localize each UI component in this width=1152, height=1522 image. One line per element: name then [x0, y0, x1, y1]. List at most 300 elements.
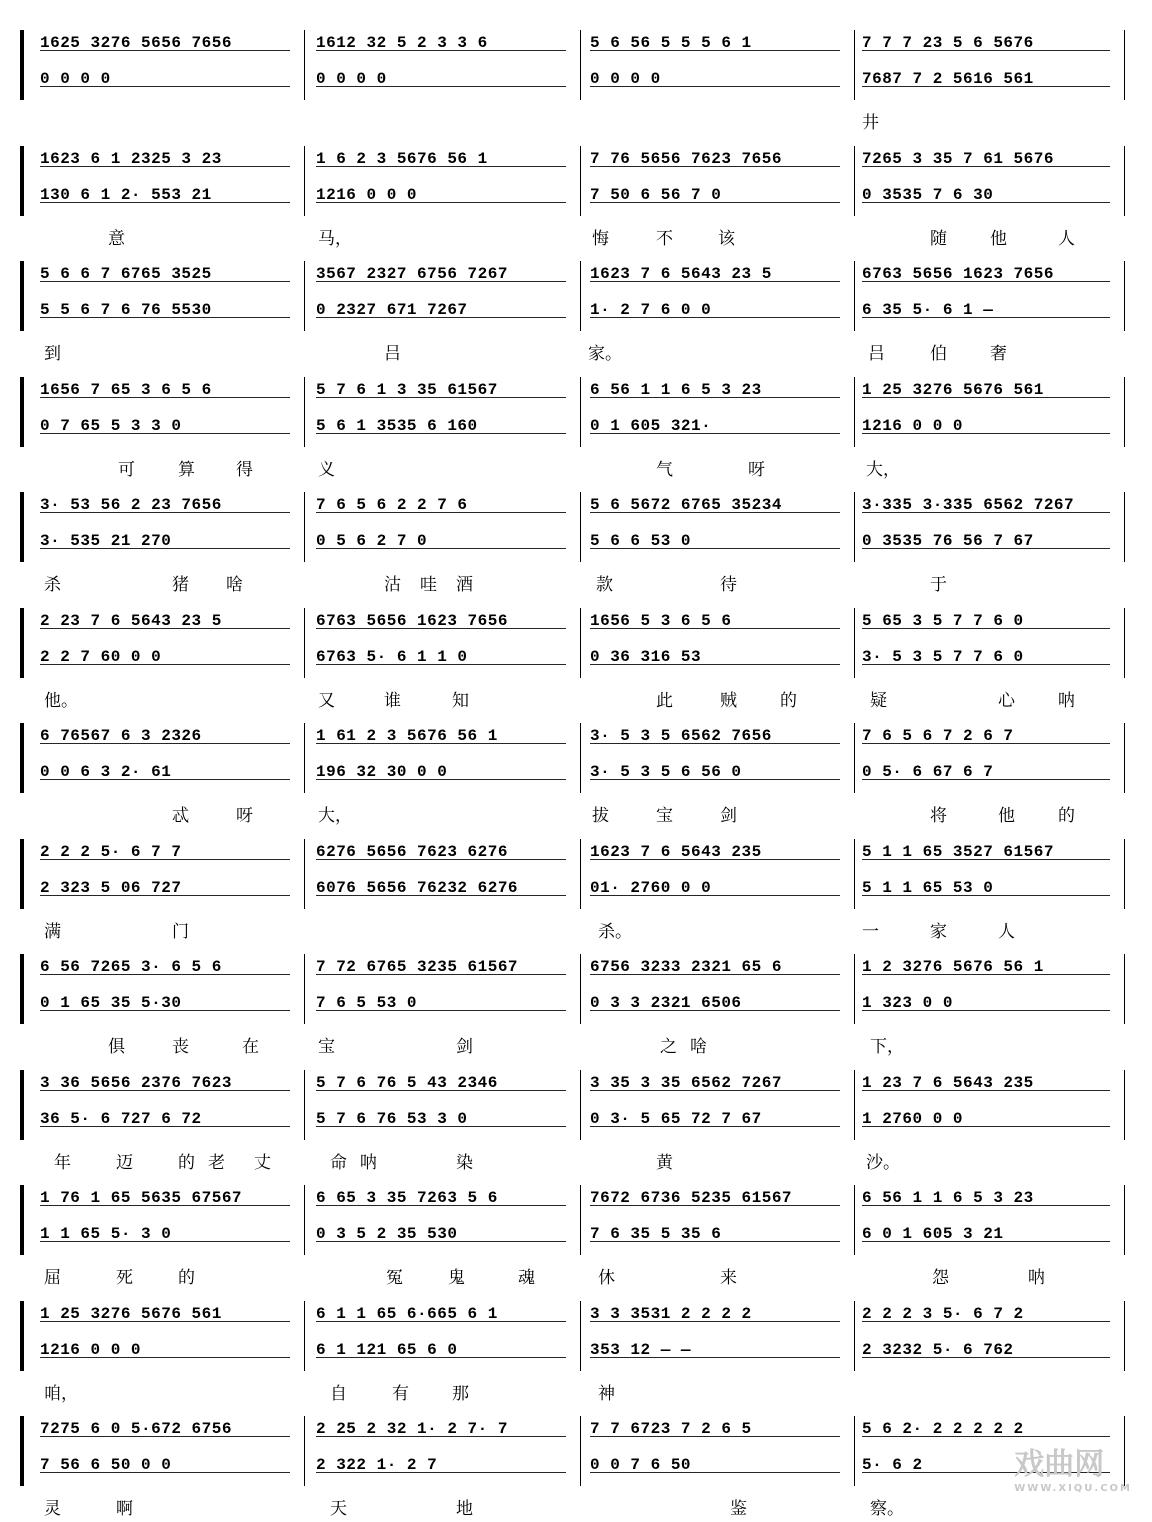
beam-line: [590, 317, 840, 318]
beam-line: [316, 1472, 566, 1473]
measure: [590, 952, 848, 1024]
melody-line: 1656 7 65 3 6 5 6: [40, 380, 212, 399]
barline: [580, 146, 581, 216]
barline: [304, 954, 305, 1024]
measure: [316, 1068, 574, 1140]
measure: [590, 259, 848, 331]
vocal-line: 2 322 1· 2 7: [316, 1456, 438, 1474]
lyric-syllable: 那: [452, 1383, 469, 1404]
measure: [590, 1299, 848, 1371]
lyric-syllable: 奢: [990, 344, 1007, 364]
barline: [304, 261, 305, 331]
score-system: [0, 606, 1152, 714]
barline: [580, 1185, 581, 1255]
measure: [862, 1299, 1118, 1371]
beam-line: [40, 397, 290, 398]
beam-line: [40, 1472, 290, 1473]
lyric-syllable: 啊: [116, 1499, 133, 1519]
beam-line: [862, 628, 1110, 629]
melody-line: 1625 3276 5656 7656: [40, 34, 232, 52]
barline: [580, 723, 581, 793]
lyric-syllable: 满: [44, 921, 61, 942]
lyric-syllable: 休: [598, 1268, 615, 1288]
lyric-syllable: 的: [178, 1152, 195, 1173]
measure: [590, 1183, 848, 1255]
melody-line: 6 76567 6 3 2326: [40, 727, 202, 745]
lyric-syllable: 宝: [656, 806, 673, 826]
beam-line: [316, 50, 566, 51]
lyric-syllable: 他。: [44, 690, 78, 711]
melody-line: 6 65 3 35 7263 5 6: [316, 1189, 498, 1207]
beam-line: [590, 1090, 840, 1091]
beam-line: [590, 628, 840, 629]
measure: [590, 375, 848, 447]
lyric-syllable: 到: [44, 344, 61, 364]
vocal-line: 2 323 5 06 727: [40, 878, 182, 897]
beam-line: [40, 1126, 290, 1127]
barline: [1124, 1185, 1125, 1255]
measure: [40, 144, 298, 216]
system-bracket: [20, 1301, 30, 1371]
beam-line: [862, 397, 1110, 398]
lyric-syllable: 猪: [172, 575, 189, 595]
beam-line: [40, 281, 290, 282]
melody-line: 1 25 3276 5676 561: [40, 1304, 222, 1323]
lyric-syllable: 命: [330, 1152, 347, 1173]
barline: [304, 492, 305, 562]
beam-line: [40, 895, 290, 896]
measure: [40, 1414, 298, 1486]
lyric-syllable: 剑: [720, 806, 737, 826]
lyric-syllable: 啥: [690, 1037, 707, 1057]
barline: [1124, 839, 1125, 909]
lyric-syllable: 酒: [456, 575, 473, 595]
vocal-line: 1 323 0 0: [862, 994, 953, 1012]
vocal-line: 1216 0 0 0: [40, 1340, 142, 1359]
beam-line: [590, 202, 840, 203]
vocal-line: 1 2760 0 0: [862, 1109, 964, 1128]
melody-line: 2 2 2 3 5· 6 7 2: [862, 1304, 1024, 1323]
barline: [854, 1070, 855, 1140]
lyric-syllable: 将: [930, 806, 947, 826]
lyric-syllable: 随: [930, 228, 947, 249]
lyric-syllable: 吕: [384, 344, 401, 364]
measure: [40, 721, 298, 793]
barline: [854, 30, 855, 100]
beam-line: [40, 433, 290, 434]
measure: [40, 606, 298, 678]
melody-line: 1 23 7 6 5643 235: [862, 1073, 1034, 1092]
beam-line: [590, 1357, 840, 1358]
beam-line: [862, 1357, 1110, 1358]
vocal-line: 6076 5656 76232 6276: [316, 878, 519, 897]
melody-line: 7 7 6723 7 2 6 5: [590, 1420, 752, 1438]
lyric-syllable: 在: [242, 1037, 259, 1057]
melody-line: 7275 6 0 5·672 6756: [40, 1420, 232, 1438]
barline: [1124, 146, 1125, 216]
beam-line: [40, 779, 290, 780]
melody-line: 5 65 3 5 7 7 6 0: [862, 611, 1024, 630]
measure: [590, 1068, 848, 1140]
measure: [316, 606, 574, 678]
beam-line: [862, 50, 1110, 51]
measure: [590, 1414, 848, 1486]
vocal-line: 5 6 6 53 0: [590, 532, 692, 550]
lyric-syllable: 呐: [1028, 1268, 1045, 1288]
beam-line: [590, 1321, 840, 1322]
lyric-syllable: 怨: [932, 1268, 949, 1288]
barline: [1124, 608, 1125, 678]
measure: [862, 375, 1118, 447]
beam-line: [316, 664, 566, 665]
barline: [304, 1416, 305, 1486]
barline: [854, 377, 855, 447]
lyric-syllable: 呀: [236, 806, 253, 826]
watermark-url: WWW.XIQU.COM: [1014, 1483, 1132, 1494]
lyric-syllable: 的: [780, 690, 797, 711]
measure: [40, 837, 298, 909]
melody-line: 1623 6 1 2325 3 23: [40, 149, 222, 168]
lyric-syllable: 呀: [748, 459, 765, 480]
measure: [40, 375, 298, 447]
lyric-syllable: 拔: [592, 806, 609, 826]
vocal-line: 3· 5 3 5 7 7 6 0: [862, 647, 1024, 666]
melody-line: 6763 5656 1623 7656: [316, 611, 508, 630]
lyric-syllable: 家。: [588, 344, 622, 364]
vocal-line: 353 12 — —: [590, 1340, 692, 1359]
lyric-syllable: 染: [456, 1152, 473, 1173]
beam-line: [40, 202, 290, 203]
melody-line: 3· 5 3 5 6562 7656: [590, 727, 772, 745]
beam-line: [316, 86, 566, 87]
system-bracket: [20, 146, 30, 216]
barline: [304, 839, 305, 909]
lyric-syllable: 黄: [656, 1152, 673, 1173]
barline: [304, 1070, 305, 1140]
system-bracket: [20, 377, 30, 447]
score-system: [0, 1068, 1152, 1176]
score-system: [0, 259, 1152, 367]
melody-line: 7 6 5 6 2 2 7 6: [316, 496, 468, 514]
beam-line: [40, 317, 290, 318]
barline: [304, 608, 305, 678]
melody-line: 7672 6736 5235 61567: [590, 1189, 793, 1207]
beam-line: [590, 779, 840, 780]
lyric-syllable: 神: [598, 1383, 615, 1404]
beam-line: [862, 743, 1110, 744]
melody-line: 7 6 5 6 7 2 6 7: [862, 727, 1014, 745]
vocal-line: 0 3535 7 6 30: [862, 185, 994, 204]
beam-line: [40, 548, 290, 549]
barline: [854, 608, 855, 678]
vocal-line: 6 35 5· 6 1 —: [862, 301, 994, 319]
vocal-line: 1· 2 7 6 0 0: [590, 301, 712, 319]
melody-line: 1 6 2 3 5676 56 1: [316, 149, 488, 168]
beam-line: [590, 1010, 840, 1011]
lyric-syllable: 杀。: [598, 921, 632, 942]
vocal-line: 6 0 1 605 3 21: [862, 1225, 1004, 1243]
vocal-line: 6 1 121 65 6 0: [316, 1340, 458, 1359]
barline: [854, 954, 855, 1024]
lyric-syllable: 丧: [172, 1037, 189, 1057]
measure: [862, 490, 1118, 562]
beam-line: [40, 628, 290, 629]
beam-line: [40, 664, 290, 665]
lyric-syllable: 啥: [226, 575, 243, 595]
lyric-syllable: 家: [930, 921, 947, 942]
lyric-syllable: 算: [178, 459, 195, 480]
barline: [1124, 30, 1125, 100]
vocal-line: 0 1 65 35 5·30: [40, 994, 182, 1012]
measure: [862, 952, 1118, 1024]
beam-line: [316, 317, 566, 318]
measure: [40, 490, 298, 562]
lyric-syllable: 该: [718, 228, 735, 249]
measure: [862, 837, 1118, 909]
lyric-syllable: 鬼: [448, 1268, 465, 1288]
barline: [304, 723, 305, 793]
score-system: [0, 1299, 1152, 1407]
beam-line: [862, 202, 1110, 203]
barline: [1124, 261, 1125, 331]
melody-line: 1 76 1 65 5635 67567: [40, 1189, 243, 1207]
lyric-syllable: 可: [118, 459, 135, 480]
lyric-syllable: 气: [656, 459, 673, 480]
system-bracket: [20, 30, 30, 100]
barline: [854, 1416, 855, 1486]
score-system: [0, 721, 1152, 829]
lyric-syllable: 不: [656, 228, 673, 249]
melody-line: 6 56 1 1 6 5 3 23: [862, 1189, 1034, 1207]
measure: [862, 144, 1118, 216]
vocal-line: 1 1 65 5· 3 0: [40, 1225, 172, 1243]
measure: [590, 606, 848, 678]
vocal-line: 6763 5· 6 1 1 0: [316, 647, 468, 666]
lyric-syllable: 之: [660, 1037, 677, 1057]
lyric-syllable: 井: [862, 113, 879, 133]
beam-line: [316, 1090, 566, 1091]
vocal-line: 0 3 3 2321 6506: [590, 994, 742, 1012]
beam-line: [590, 166, 840, 167]
beam-line: [862, 779, 1110, 780]
lyric-syllable: 贼: [720, 690, 737, 711]
barline: [1124, 377, 1125, 447]
lyric-syllable: 死: [116, 1268, 133, 1288]
barline: [854, 723, 855, 793]
vocal-line: 1216 0 0 0: [862, 416, 964, 435]
melody-line: 2 2 2 5· 6 7 7: [40, 842, 182, 861]
melody-line: 1623 7 6 5643 23 5: [590, 265, 772, 283]
beam-line: [590, 281, 840, 282]
lyric-syllable: 得: [236, 459, 253, 480]
beam-line: [590, 397, 840, 398]
watermark-text: 戏曲网: [1014, 1447, 1105, 1482]
beam-line: [316, 166, 566, 167]
melody-line: 6756 3233 2321 65 6: [590, 958, 782, 976]
beam-line: [862, 1436, 1110, 1437]
melody-line: 5 7 6 76 5 43 2346: [316, 1073, 498, 1092]
measure: [316, 490, 574, 562]
vocal-line: 0 3535 76 56 7 67: [862, 532, 1034, 550]
beam-line: [862, 317, 1110, 318]
melody-line: 3·335 3·335 6562 7267: [862, 496, 1075, 514]
melody-line: 5 6 56 5 5 5 6 1: [590, 34, 752, 52]
measure: [862, 606, 1118, 678]
beam-line: [40, 1241, 290, 1242]
beam-line: [316, 859, 566, 860]
melody-line: 5 1 1 65 3527 61567: [862, 842, 1054, 861]
lyric-syllable: 自: [330, 1383, 347, 1404]
lyric-syllable: 谁: [384, 690, 401, 711]
lyric-syllable: 灵: [44, 1499, 61, 1519]
lyric-syllable: 又: [318, 690, 335, 711]
melody-line: 1 2 3276 5676 56 1: [862, 958, 1044, 976]
beam-line: [862, 1010, 1110, 1011]
beam-line: [862, 1241, 1110, 1242]
measure: [862, 28, 1118, 100]
system-bracket: [20, 1185, 30, 1255]
beam-line: [40, 512, 290, 513]
beam-line: [590, 50, 840, 51]
barline: [854, 146, 855, 216]
system-bracket: [20, 1070, 30, 1140]
barline: [854, 839, 855, 909]
beam-line: [316, 1436, 566, 1437]
vocal-line: 2 3232 5· 6 762: [862, 1340, 1014, 1359]
measure: [316, 721, 574, 793]
beam-line: [40, 1436, 290, 1437]
lyric-syllable: 忒: [172, 806, 189, 826]
vocal-line: 5 5 6 7 6 76 5530: [40, 301, 212, 319]
beam-line: [590, 1126, 840, 1127]
melody-line: 5 7 6 1 3 35 61567: [316, 380, 498, 399]
lyric-syllable: 年: [54, 1152, 71, 1173]
measure: [40, 259, 298, 331]
measure: [316, 375, 574, 447]
beam-line: [40, 974, 290, 975]
beam-line: [316, 779, 566, 780]
vocal-line: 130 6 1 2· 553 21: [40, 185, 212, 204]
vocal-line: 5 6 1 3535 6 160: [316, 416, 478, 435]
beam-line: [40, 166, 290, 167]
lyric-syllable: 的: [178, 1268, 195, 1288]
melody-line: 7 76 5656 7623 7656: [590, 149, 782, 168]
lyric-syllable: 察。: [870, 1499, 904, 1519]
measure: [316, 1414, 574, 1486]
lyric-syllable: 老: [208, 1152, 225, 1173]
melody-line: 3 35 3 35 6562 7267: [590, 1073, 782, 1092]
lyric-syllable: 于: [930, 575, 947, 595]
lyric-syllable: 悔: [592, 228, 609, 249]
beam-line: [590, 974, 840, 975]
measure: [40, 952, 298, 1024]
lyric-syllable: 门: [172, 921, 189, 942]
vocal-line: 0 3 5 2 35 530: [316, 1225, 458, 1243]
melody-line: 6276 5656 7623 6276: [316, 842, 508, 861]
barline: [1124, 1070, 1125, 1140]
barline: [304, 1301, 305, 1371]
melody-line: 7 72 6765 3235 61567: [316, 958, 519, 976]
beam-line: [590, 1472, 840, 1473]
lyric-syllable: 来: [720, 1268, 737, 1288]
beam-line: [862, 166, 1110, 167]
measure: [40, 28, 298, 100]
lyric-syllable: 义: [318, 459, 335, 480]
barline: [580, 30, 581, 100]
score-system: [0, 1414, 1152, 1522]
lyric-syllable: 待: [720, 575, 737, 595]
system-bracket: [20, 608, 30, 678]
vocal-line: 0 0 0 0: [40, 70, 111, 88]
lyric-syllable: 大，: [866, 459, 900, 480]
lyric-syllable: 疑: [870, 690, 887, 711]
melody-line: 1623 7 6 5643 235: [590, 842, 762, 861]
lyric-syllable: 知: [452, 690, 469, 711]
score-system: [0, 490, 1152, 598]
vocal-line: 0 1 605 321·: [590, 416, 712, 435]
beam-line: [40, 50, 290, 51]
lyric-syllable: 地: [456, 1499, 473, 1519]
melody-line: 6 56 7265 3· 6 5 6: [40, 958, 222, 976]
beam-line: [590, 664, 840, 665]
beam-line: [316, 628, 566, 629]
beam-line: [590, 1436, 840, 1437]
beam-line: [590, 548, 840, 549]
beam-line: [862, 1090, 1110, 1091]
vocal-line: 0 7 65 5 3 3 0: [40, 416, 182, 435]
vocal-line: 1216 0 0 0: [316, 185, 418, 204]
melody-line: 2 25 2 32 1· 2 7· 7: [316, 1420, 508, 1438]
system-bracket: [20, 954, 30, 1024]
vocal-line: 0 0 6 3 2· 61: [40, 763, 172, 781]
vocal-line: 3· 535 21 270: [40, 532, 172, 550]
melody-line: 2 23 7 6 5643 23 5: [40, 611, 222, 630]
melody-line: 1 25 3276 5676 561: [862, 380, 1044, 399]
lyric-syllable: 意: [108, 228, 125, 249]
score-system: [0, 837, 1152, 945]
beam-line: [316, 1241, 566, 1242]
barline: [580, 377, 581, 447]
beam-line: [590, 895, 840, 896]
melody-line: 6 56 1 1 6 5 3 23: [590, 380, 762, 399]
beam-line: [862, 1126, 1110, 1127]
melody-line: 3 3 3531 2 2 2 2: [590, 1304, 752, 1323]
measure: [40, 1183, 298, 1255]
lyric-syllable: 魂: [518, 1268, 535, 1288]
vocal-line: 7 6 5 53 0: [316, 994, 418, 1012]
barline: [854, 261, 855, 331]
measure: [862, 1183, 1118, 1255]
lyric-syllable: 款: [596, 575, 613, 595]
melody-line: 1612 32 5 2 3 3 6: [316, 34, 488, 52]
score-system: [0, 28, 1152, 136]
melody-line: 3 36 5656 2376 7623: [40, 1073, 232, 1092]
lyric-syllable: 咱，: [44, 1383, 78, 1404]
vocal-line: 5· 6 2: [862, 1456, 923, 1474]
beam-line: [40, 1357, 290, 1358]
beam-line: [40, 859, 290, 860]
lyric-syllable: 冤: [386, 1268, 403, 1288]
score-system: [0, 1183, 1152, 1291]
lyric-syllable: 他: [990, 228, 1007, 249]
barline: [854, 492, 855, 562]
measure: [40, 1299, 298, 1371]
beam-line: [590, 86, 840, 87]
measure: [316, 952, 574, 1024]
lyric-syllable: 鉴: [730, 1499, 747, 1519]
melody-line: 3· 53 56 2 23 7656: [40, 496, 222, 514]
vocal-line: 0 0 7 6 50: [590, 1456, 692, 1474]
